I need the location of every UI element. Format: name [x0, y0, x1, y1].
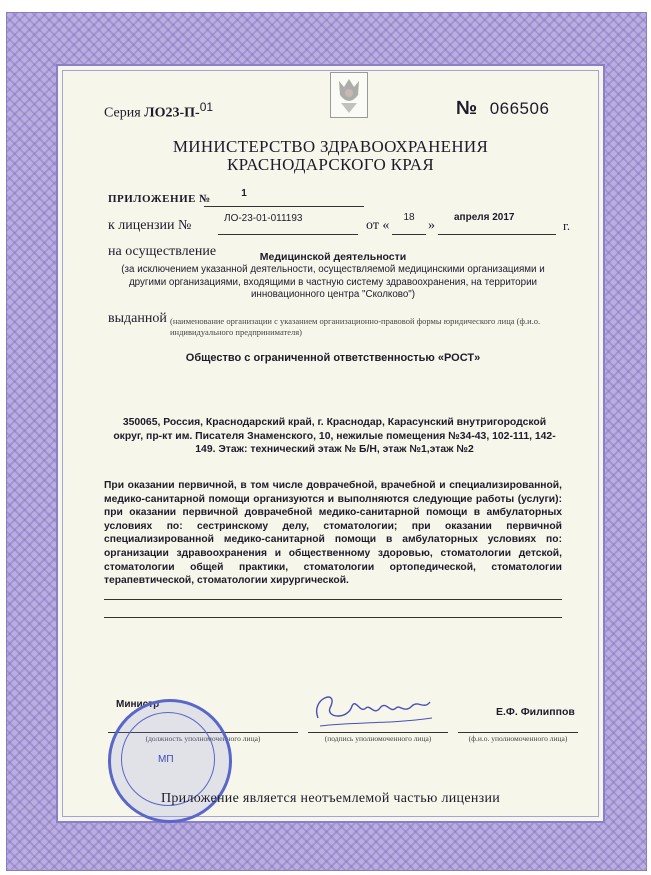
- activity-label: на осуществление: [108, 244, 217, 259]
- footer-note: Приложение является неотъемлемой частью лицензии: [160, 791, 501, 806]
- document-number: [456, 98, 549, 120]
- license-prefix: к лицензии №: [108, 218, 192, 233]
- coat-of-arms-icon: [330, 72, 368, 118]
- appendix-label: ПРИЛОЖЕНИЕ №: [108, 193, 211, 205]
- signatory-name: Е.Ф. Филиппов: [496, 706, 575, 718]
- position-note: (должность уполномоченного лица): [145, 734, 261, 743]
- signatory-position: Министр: [116, 699, 160, 710]
- organization-name: Общество с ограниченной ответственностью «РОСТ»: [185, 352, 481, 364]
- activity-title: Медицинской деятельности: [259, 251, 407, 263]
- ministry-title-line1: МИНИСТЕРСТВО ЗДРАВООХРАНЕНИЯ: [172, 137, 489, 156]
- series-code: ЛО23-П-: [144, 105, 200, 121]
- license-close-quote: »: [428, 218, 435, 233]
- activity-note: (за исключением указанной деятельности, осуществляемой медицинскими организациями и другими организациями, входящими в частную систему здравоохранения, на территории инновационного центра "Сколково"): [121, 264, 545, 300]
- license-month-year: апреля 2017: [454, 212, 515, 223]
- license-year-suffix: г.: [563, 218, 571, 233]
- license-number: ЛО-23-01-011193: [224, 213, 303, 224]
- license-from: от «: [366, 218, 390, 233]
- series-label: Серия: [104, 105, 141, 121]
- signature-note: (подпись уполномоченного лица): [324, 734, 432, 743]
- issued-note: (наименование организации с указанием организационно-правовой формы юридического лица (ф.и.о. индивидуального предпринимателя): [170, 316, 541, 337]
- series-line: [104, 100, 213, 122]
- license-day: 18: [403, 212, 415, 223]
- name-note: (ф.и.о. уполномоченного лица): [468, 734, 568, 743]
- number-sign: №: [456, 98, 478, 119]
- series-sup: 01: [199, 100, 214, 114]
- organization-address: 350065, Россия, Краснодарский край, г. Краснодар, Карасунский внутригородской округ, пр-кт им. Писателя Знаменского, 10, нежилые помещения №34-43, 102-111, 142-149. Этаж: технический этаж № Б/Н, этаж №1,этаж №2: [113, 417, 556, 455]
- document-sheet: [56, 64, 605, 823]
- services-text: При оказании первичной, в том числе доврачебной, врачебной и специализированной, медико-санитарной помощи организуются и выполняются следующие работы (услуги): при оказании первичной доврачебной медико-санитарной помощи в амбулаторных условиях по: сестринскому делу, стоматологии; при оказании первичной специализированной медико-санитарной помощи в амбулаторных условиях по: организации здравоохранения и общественному здоровью, стоматологии детской, стоматологии общей практики, стоматологии ортопедической, стоматологии терапевтической, стоматологии хирургической.: [104, 480, 562, 587]
- ministry-title-line2: КРАСНОДАРСКОГО КРАЯ: [226, 155, 435, 174]
- number-value: 066506: [489, 99, 550, 118]
- decorative-border: [6, 12, 647, 871]
- stamp-text: МП: [158, 754, 174, 765]
- appendix-number: 1: [241, 188, 247, 199]
- issued-label: выданной: [108, 311, 167, 326]
